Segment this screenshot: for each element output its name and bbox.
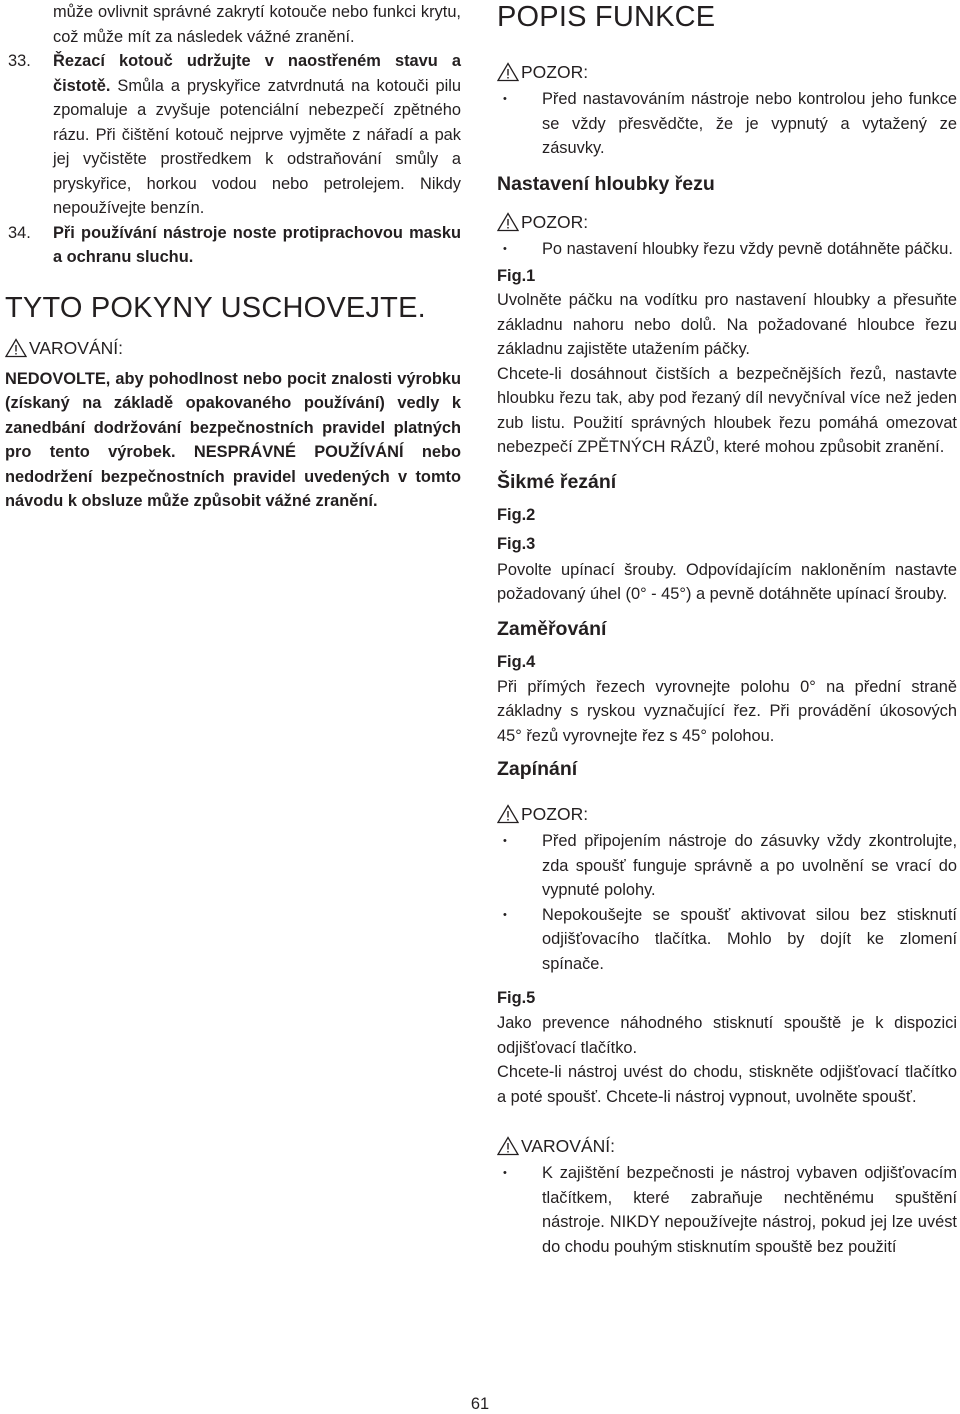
- bullet-glyph: •: [503, 908, 507, 921]
- paragraph: Při přímých řezech vyrovnejte polohu 0° na přední straně základny s ryskou vyznačující řez. Při provádění úkosových 45° řezů vyrovnejte řez s 45° polohou.: [497, 677, 957, 745]
- fig-label: Fig.1: [497, 267, 536, 285]
- warning-label: VAROVÁNÍ:: [29, 337, 124, 358]
- item-number: 33.: [8, 52, 31, 70]
- caution-label: POZOR:: [521, 804, 589, 824]
- bullet-text: Nepokoušejte se spoušť aktivovat silou bez stisknutí odjišťovacího tlačítka. Mohlo by dojít ke zlomení spínače.: [542, 905, 957, 973]
- bullet-item: [497, 87, 957, 161]
- paragraph: Povolte upínací šrouby. Odpovídajícím nakloněním nastavte požadovaný úhel (0° - 45°) a pevně dotáhněte upínací šrouby.: [497, 560, 957, 603]
- bullet-glyph: •: [503, 1167, 507, 1179]
- warning-triangle-icon: [497, 62, 519, 82]
- sight-heading: Zaměřování: [497, 617, 607, 640]
- right-column: [497, 0, 957, 1259]
- warning-label: VAROVÁNÍ:: [521, 1136, 616, 1156]
- paragraph: Chcete-li nástroj uvést do chodu, stiskněte odjišťovací tlačítko a poté spoušť. Chcete-li nástroj vypnout, uvolněte spoušť.: [497, 1063, 957, 1106]
- item-number: 34.: [8, 223, 31, 242]
- bullet-text: Před nastavováním nástroje nebo kontrolou jeho funkce se vždy přesvědčte, že je vypnutý a vytažený ze zásuvky.: [542, 90, 957, 157]
- bullet-glyph: •: [503, 242, 507, 255]
- switch-heading: Zapínání: [497, 758, 578, 780]
- bullet-item: [497, 903, 957, 977]
- paragraph: Uvolněte páčku na vodítku pro nastavení hloubky a přesuňte základnu nahoru nebo dolů. Na požadované hloubce řezu základnu zajistěte utažením páčky.: [497, 291, 957, 358]
- bullet-glyph: •: [503, 835, 507, 847]
- intro-text: může ovlivnit správné zakrytí kotouče nebo funkci krytu, což může mít za následek vážné zranění.: [53, 3, 461, 46]
- bullet-glyph: •: [503, 93, 507, 105]
- paragraph: Chcete-li dosáhnout čistších a bezpečnějších řezů, nastavte hloubku řezu tak, aby pod řezaný díl nevyčníval více než jeden zub listu. Použití správných hloubek řezu pomáhá omezovat nebezpečí ZPĚTNÝCH RÁZŮ, které mohou způsobit zranění.: [497, 364, 957, 456]
- page-number: 61: [470, 1395, 490, 1413]
- item-text: Smůla a pryskyřice zatvrdnutá na kotouči pilu zpomaluje a zvyšuje potenciální nebezpečí zpětného rázu. Při čištění kotouč nejprve vyjměte z nářadí a pak jej vyčistěte prostředkem k odstraňování smůly a pryskyřice, horkou vodou nebo petrolejem. Nikdy nepoužívejte benzín.: [53, 76, 461, 217]
- caution-label-row: [497, 803, 957, 825]
- item-bold-text: Řezací kotouč udržujte v naostřeném stavu a čistotě.: [53, 52, 461, 95]
- left-column: [5, 0, 461, 514]
- caution-label-row: [497, 211, 957, 233]
- warning-triangle-icon: [497, 212, 519, 232]
- warning-triangle-icon: [497, 804, 519, 824]
- depth-heading: Nastavení hloubky řezu: [497, 172, 715, 195]
- warning-text: NEDOVOLTE, aby pohodlnost nebo pocit znalosti výrobku (získaný na základě opakovaného používání) vedly k zanedbání dodržování bezpečnostních pravidel platných pro tento výrobek. NESPRÁVNÉ POUŽÍVÁNÍ nebo nedodržení bezpečnostních pravidel uvedených v tomto návodu k obsluze může způsobit vážné zranění.: [5, 369, 461, 510]
- bullet-item: [497, 829, 957, 903]
- bullet-text: K zajištění bezpečnosti je nástroj vybaven odjišťovacím tlačítkem, které zabraňuje nechtěnému spuštění nástroje. NIKDY nepoužívejte nástroj, pokud jej lze uvést do chodu pouhým stisknutím spouště bez použití: [542, 1164, 957, 1256]
- warning-label-row: [5, 337, 461, 359]
- item-bold-text: Při používání nástroje noste protiprachovou masku a ochranu sluchu.: [53, 223, 461, 266]
- bullet-text: Po nastavení hloubky řezu vždy pevně dotáhněte páčku.: [542, 239, 953, 258]
- keep-instructions-heading: TYTO POKYNY USCHOVEJTE.: [5, 291, 426, 324]
- list-item-34: [5, 221, 461, 270]
- list-item-continuation: [5, 0, 461, 49]
- warning-triangle-icon: [497, 1136, 519, 1156]
- caution-label-row: [497, 61, 957, 83]
- fig-label: Fig.5: [497, 989, 536, 1007]
- fig-label: Fig.4: [497, 652, 536, 671]
- caution-label: POZOR:: [521, 211, 589, 232]
- fig-label: Fig.2: [497, 505, 536, 524]
- section-title: POPIS FUNKCE: [497, 1, 716, 33]
- bevel-heading: Šikmé řezání: [497, 470, 617, 493]
- bullet-item: [497, 237, 957, 262]
- warning-triangle-icon: [5, 338, 27, 358]
- bullet-item: [497, 1161, 957, 1259]
- paragraph: Jako prevence náhodného stisknutí spouště je k dispozici odjišťovací tlačítko.: [497, 1014, 957, 1057]
- fig-label: Fig.3: [497, 534, 536, 553]
- bullet-text: Před připojením nástroje do zásuvky vždy zkontrolujte, zda spoušť funguje správně a po uvolnění se vrací do vypnuté polohy.: [542, 832, 957, 899]
- caution-label: POZOR:: [521, 62, 589, 82]
- warning-label-row: [497, 1135, 957, 1157]
- list-item-33: [5, 49, 461, 221]
